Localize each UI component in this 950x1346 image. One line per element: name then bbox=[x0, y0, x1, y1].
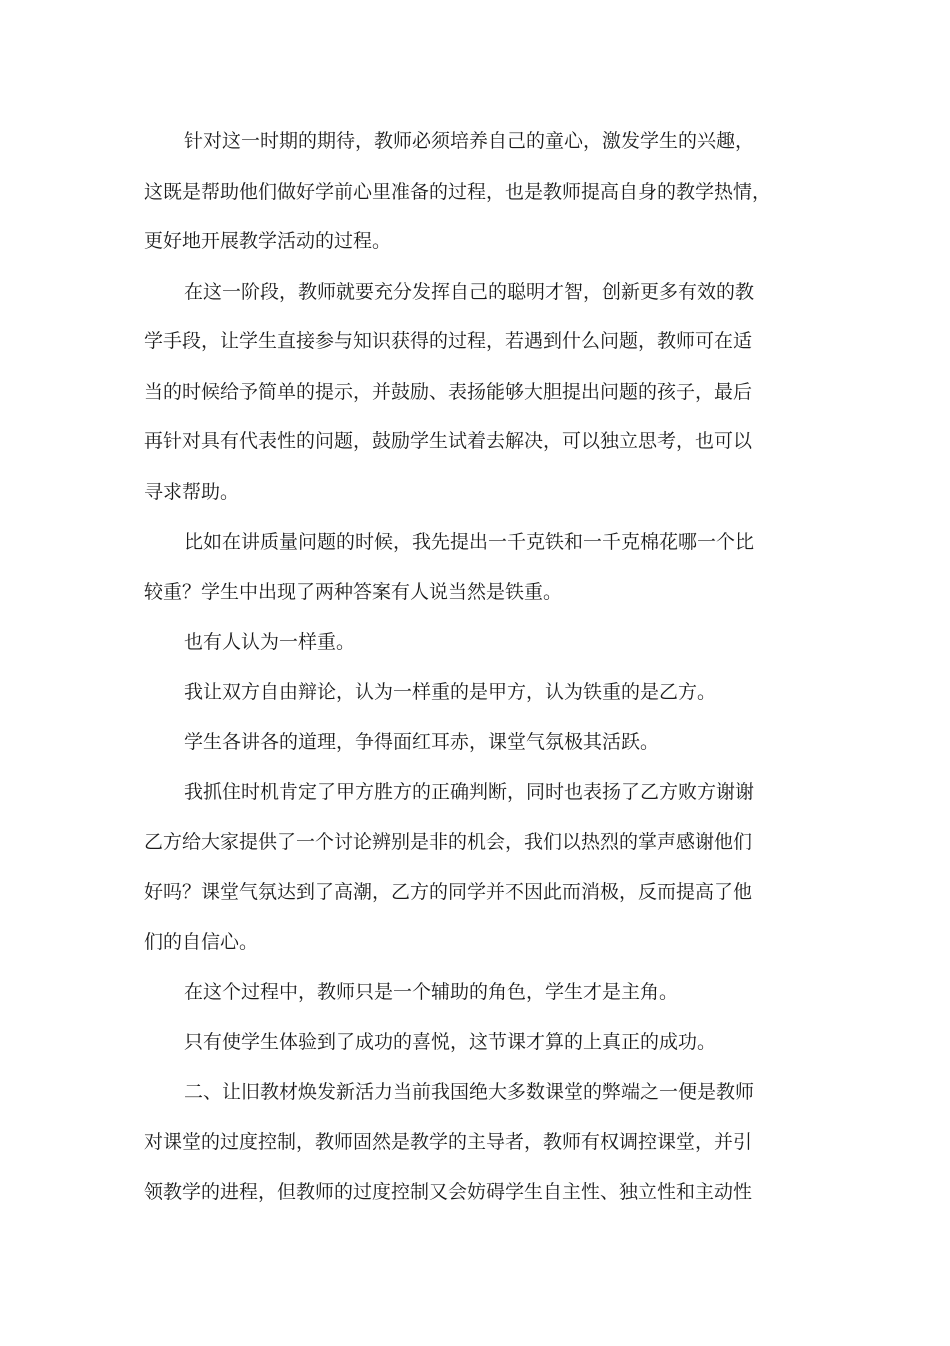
paragraph-line: 乙方给大家提供了一个讨论辨别是非的机会，我们以热烈的掌声感谢他们 bbox=[144, 831, 753, 853]
paragraph-line: 寻求帮助。 bbox=[144, 481, 240, 503]
paragraph-line: 学生各讲各的道理，争得面红耳赤，课堂气氛极其活跃。 bbox=[184, 731, 660, 753]
paragraph-line: 在这一阶段，教师就要充分发挥自己的聪明才智，创新更多有效的教 bbox=[184, 281, 755, 303]
paragraph-line: 领教学的进程，但教师的过度控制又会妨碍学生自主性、独立性和主动性 bbox=[144, 1181, 753, 1203]
paragraph-line: 比如在讲质量问题的时候，我先提出一千克铁和一千克棉花哪一个比 bbox=[184, 531, 755, 553]
paragraph-line: 我让双方自由辩论，认为一样重的是甲方，认为铁重的是乙方。 bbox=[184, 681, 717, 703]
paragraph-line: 也有人认为一样重。 bbox=[184, 631, 356, 653]
paragraph-line: 学手段，让学生直接参与知识获得的过程，若遇到什么问题，教师可在适 bbox=[144, 330, 753, 352]
paragraph-line: 更好地开展教学活动的过程。 bbox=[144, 230, 392, 252]
paragraph-line: 二、让旧教材焕发新活力当前我国绝大多数课堂的弊端之一便是教师 bbox=[184, 1081, 755, 1103]
paragraph-line: 再针对具有代表性的问题，鼓励学生试着去解决，可以独立思考，也可以 bbox=[144, 430, 753, 452]
paragraph-line: 们的自信心。 bbox=[144, 931, 259, 953]
paragraph-line: 在这个过程中，教师只是一个辅助的角色，学生才是主角。 bbox=[184, 981, 679, 1003]
paragraph-line: 这既是帮助他们做好学前心里准备的过程，也是教师提高自身的教学热情， bbox=[144, 181, 772, 203]
paragraph-line: 较重？学生中出现了两种答案有人说当然是铁重。 bbox=[144, 581, 563, 603]
paragraph-line: 好吗？课堂气氛达到了高潮，乙方的同学并不因此而消极，反而提高了他 bbox=[144, 881, 753, 903]
paragraph-line: 当的时候给予简单的提示，并鼓励、表扬能够大胆提出问题的孩子，最后 bbox=[144, 381, 753, 403]
paragraph-line: 只有使学生体验到了成功的喜悦，这节课才算的上真正的成功。 bbox=[184, 1031, 717, 1053]
paragraph-line: 我抓住时机肯定了甲方胜方的正确判断，同时也表扬了乙方败方谢谢 bbox=[184, 781, 755, 803]
paragraph-line: 针对这一时期的期待，教师必须培养自己的童心，激发学生的兴趣， bbox=[184, 130, 755, 152]
paragraph-line: 对课堂的过度控制，教师固然是教学的主导者，教师有权调控课堂，并引 bbox=[144, 1131, 753, 1153]
